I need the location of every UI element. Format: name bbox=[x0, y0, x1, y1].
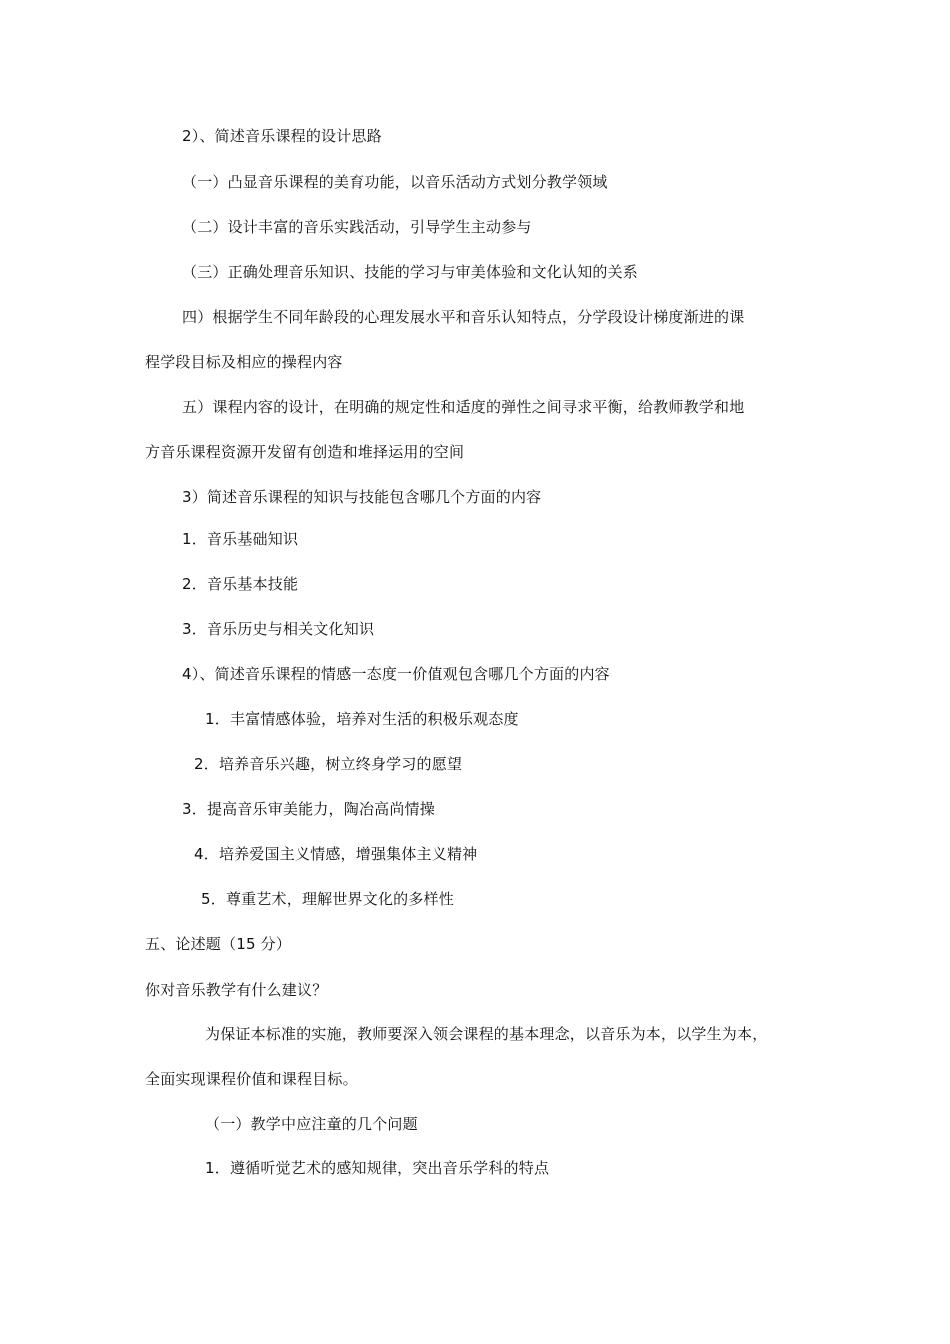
value-item-4: 4．培养爱国主义情感，增强集体主义精神 bbox=[194, 845, 478, 863]
subsection-1-heading: （一）教学中应注童的几个问题 bbox=[205, 1115, 418, 1133]
question-3-heading: 3）简述音乐课程的知识与技能包含哪几个方面的内容 bbox=[182, 488, 542, 506]
design-point-2: （二）设计丰富的音乐实践活动，引导学生主动参与 bbox=[182, 218, 532, 236]
design-point-4-line-1: 四）根据学生不同年龄段的心理发展水平和音乐认知特点，分学段设计梯度渐进的课 bbox=[182, 308, 745, 326]
design-point-4-line-2: 程学段目标及相应的操程内容 bbox=[145, 353, 343, 371]
knowledge-item-2: 2．音乐基本技能 bbox=[182, 575, 299, 593]
essay-question: 你对音乐教学有什么建议？ bbox=[145, 981, 328, 999]
value-item-2: 2．培养音乐兴趣，树立终身学习的愿望 bbox=[194, 755, 463, 773]
question-2-heading: 2）、简述音乐课程的设计思路 bbox=[182, 127, 382, 145]
value-item-1: 1．丰富情感体验，培养对生活的积极乐观态度 bbox=[205, 710, 519, 728]
essay-answer-line-2: 全面实现课程价值和课程目标。 bbox=[145, 1070, 358, 1088]
design-point-3: （三）正确处理音乐知识、技能的学习与审美体验和文化认知的关系 bbox=[182, 263, 639, 281]
subsection-1-item-1: 1．遵循听觉艺术的感知规律，突出音乐学科的特点 bbox=[205, 1159, 550, 1177]
knowledge-item-1: 1．音乐基础知识 bbox=[182, 530, 299, 548]
knowledge-item-3: 3．音乐历史与相关文化知识 bbox=[182, 620, 375, 638]
value-item-3: 3．提高音乐审美能力，陶冶高尚情操 bbox=[182, 800, 435, 818]
value-item-5: 5．尊重艺术，理解世界文化的多样性 bbox=[201, 890, 454, 908]
design-point-1: （一）凸显音乐课程的美育功能，以音乐活动方式划分教学领域 bbox=[182, 173, 608, 191]
question-4-heading: 4）、简述音乐课程的情感一态度一价值观包含哪几个方面的内容 bbox=[182, 665, 610, 683]
essay-answer-line-1: 为保证本标准的实施，教师要深入领会课程的基本理念，以音乐为本，以学生为本， bbox=[205, 1025, 768, 1043]
section-5-heading: 五、论述题（15 分） bbox=[145, 935, 292, 953]
design-point-5-line-1: 五）课程内容的设计，在明确的规定性和适度的弹性之间寻求平衡，给教师教学和地 bbox=[182, 398, 745, 416]
design-point-5-line-2: 方音乐课程资源开发留有创造和堆择运用的空间 bbox=[145, 443, 465, 461]
